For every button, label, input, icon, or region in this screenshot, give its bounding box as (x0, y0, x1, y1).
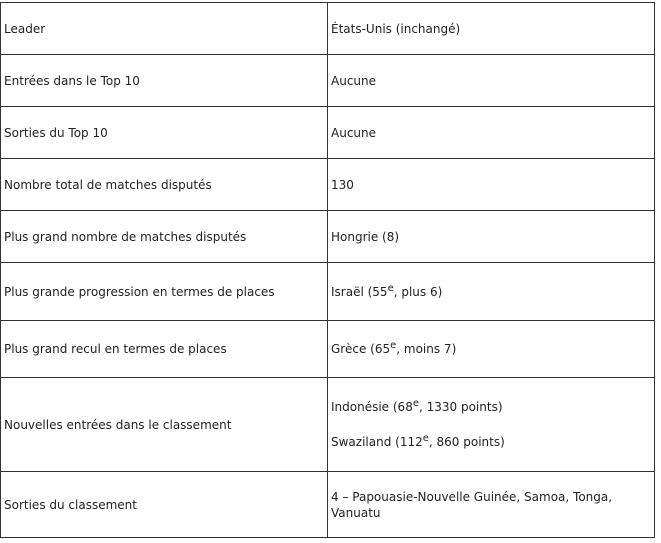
value-text: Grèce (65 (331, 342, 391, 356)
row-value: 130 (328, 159, 655, 211)
ordinal-suffix: e (390, 340, 397, 351)
table-row (1, 321, 655, 378)
row-label: Nouvelles entrées dans le classement (1, 378, 328, 472)
value-text: Swaziland (112 (331, 435, 423, 449)
row-value (328, 378, 655, 472)
row-label: Entrées dans le Top 10 (1, 55, 328, 107)
new-entry (331, 434, 651, 450)
new-entry (331, 399, 651, 415)
value-text: Israël (55 (331, 284, 388, 299)
row-value: Aucune (328, 107, 655, 159)
row-value (328, 263, 655, 321)
row-value: États-Unis (inchangé) (328, 3, 655, 55)
value-text: , 1330 points) (418, 400, 503, 414)
row-value (328, 321, 655, 378)
table-row (1, 3, 655, 55)
row-label: Plus grande progression en termes de places (1, 263, 328, 321)
table-row (1, 263, 655, 321)
table-row (1, 55, 655, 107)
row-label: Sorties du Top 10 (1, 107, 328, 159)
ordinal-suffix: e (387, 282, 394, 294)
table-row (1, 378, 655, 472)
row-label: Leader (1, 3, 328, 55)
value-text: Indonésie (68 (331, 400, 413, 414)
value-text: , 860 points) (428, 435, 505, 449)
table-row (1, 211, 655, 263)
row-value: Hongrie (8) (328, 211, 655, 263)
row-value: Aucune (328, 55, 655, 107)
table-row (1, 159, 655, 211)
row-label: Plus grand recul en termes de places (1, 321, 328, 378)
table-row (1, 472, 655, 538)
value-text: , moins 7) (396, 342, 457, 356)
table-row (1, 107, 655, 159)
row-label: Plus grand nombre de matches disputés (1, 211, 328, 263)
ordinal-suffix: e (422, 433, 429, 444)
row-label: Sorties du classement (1, 472, 328, 538)
ordinal-suffix: e (412, 398, 419, 409)
row-value: 4 – Papouasie-Nouvelle Guinée, Samoa, Tonga, Vanuatu (328, 472, 655, 538)
ranking-summary-table (0, 2, 655, 538)
value-text: , plus 6) (393, 284, 443, 299)
row-label: Nombre total de matches disputés (1, 159, 328, 211)
